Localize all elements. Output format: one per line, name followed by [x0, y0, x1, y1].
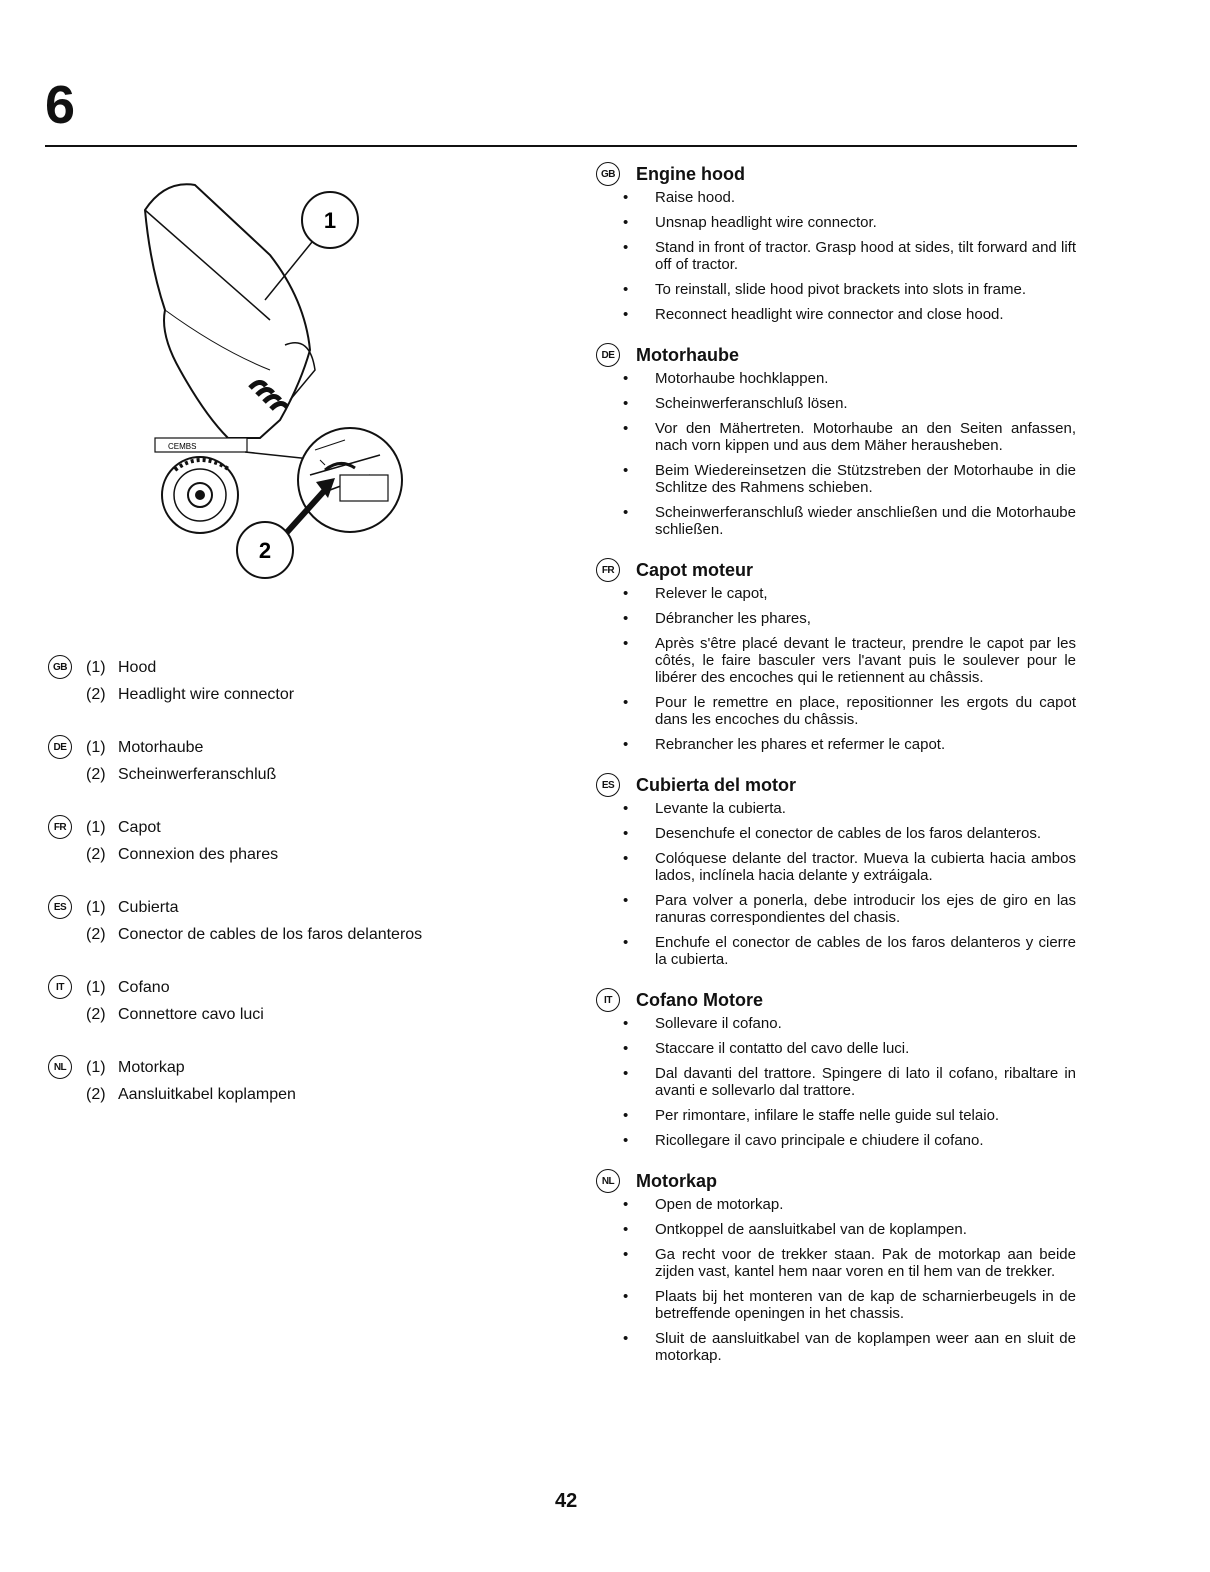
- legend-group-gb: GB (1) Hood (2) Headlight wire connector: [48, 654, 488, 708]
- header-rule: [45, 145, 1077, 147]
- section-title: Motorkap: [636, 1170, 717, 1191]
- list-item: • Per rimontare, infilare le staffe nelle guide sul telaio.: [596, 1107, 1076, 1124]
- hood-illustration: [120, 170, 420, 590]
- es-language-icon: ES: [596, 773, 620, 797]
- nl-language-icon: NL: [48, 1055, 72, 1079]
- list-item: • Unsnap headlight wire connector.: [596, 214, 1076, 231]
- list-item: • Débrancher les phares,: [596, 610, 1076, 627]
- fr-language-icon: FR: [48, 815, 72, 839]
- legend-text: Connettore cavo luci: [118, 1006, 264, 1023]
- section-title: Engine hood: [636, 163, 745, 184]
- section-fr: [596, 558, 1076, 753]
- section-title: Motorhaube: [636, 344, 739, 365]
- legend-group-it: IT (1) Cofano (2) Connettore cavo luci: [48, 974, 488, 1028]
- chapter-number: 6: [45, 75, 76, 135]
- list-item: • Reconnect headlight wire connector and close hood.: [596, 306, 1076, 323]
- it-language-icon: IT: [596, 988, 620, 1012]
- it-language-icon: IT: [48, 975, 72, 999]
- parts-legend: [48, 654, 488, 1134]
- es-language-icon: ES: [48, 895, 72, 919]
- list-item: • Ricollegare il cavo principale e chiudere il cofano.: [596, 1132, 1076, 1149]
- section-it: [596, 988, 1076, 1149]
- legend-text: Scheinwerferanschluß: [118, 766, 277, 783]
- section-nl: [596, 1169, 1076, 1364]
- legend-group-nl: NL (1) Motorkap (2) Aansluitkabel koplampen: [48, 1054, 488, 1108]
- legend-text: Headlight wire connector: [118, 686, 295, 703]
- legend-text: Cofano: [118, 979, 170, 996]
- legend-text: Motorkap: [118, 1059, 185, 1076]
- section-title: Cubierta del motor: [636, 774, 797, 795]
- list-item: • Beim Wiedereinsetzen die Stützstreben der Motorhaube in die Schlitze des Rahmens schieben.: [596, 462, 1076, 496]
- list-item: • Colóquese delante del tractor. Mueva la cubierta hacia ambos lados, inclínela hacia delante y extráigala.: [596, 850, 1076, 884]
- callout-1-label: 1: [323, 208, 337, 233]
- figure-label-text: CEMBS: [168, 442, 197, 451]
- de-language-icon: DE: [596, 343, 620, 367]
- callout-2-label: 2: [258, 538, 272, 563]
- legend-text: Motorhaube: [118, 739, 204, 756]
- section-title: Capot moteur: [636, 559, 753, 580]
- de-language-icon: DE: [48, 735, 72, 759]
- nl-language-icon: NL: [596, 1169, 620, 1193]
- gb-language-icon: GB: [48, 655, 72, 679]
- list-item: • Plaats bij het monteren van de kap de scharnierbeugels in de betreffende openingen in het chassis.: [596, 1288, 1076, 1322]
- list-item: • Pour le remettre en place, repositionner les ergots du capot dans les encoches du châssis.: [596, 694, 1076, 728]
- legend-text: Connexion des phares: [118, 846, 279, 863]
- list-item: • Staccare il contatto del cavo delle luci.: [596, 1040, 1076, 1057]
- legend-text: Capot: [118, 819, 161, 836]
- legend-group-fr: FR (1) Capot (2) Connexion des phares: [48, 814, 488, 868]
- list-item: • Scheinwerferanschluß lösen.: [596, 395, 1076, 412]
- list-item: • Scheinwerferanschluß wieder anschließen und die Motorhaube schließen.: [596, 504, 1076, 538]
- list-item: • Open de motorkap.: [596, 1196, 1076, 1213]
- list-item: • Dal davanti del trattore. Spingere di lato il cofano, ribaltare in avanti e sollevarlo dal trattore.: [596, 1065, 1076, 1099]
- section-gb: [596, 162, 1076, 323]
- legend-text: Cubierta: [118, 899, 179, 916]
- legend-text: Hood: [118, 659, 157, 676]
- gb-language-icon: GB: [596, 162, 620, 186]
- list-item: • Desenchufe el conector de cables de los faros delanteros.: [596, 825, 1076, 842]
- hood-body: [145, 184, 310, 438]
- legend-text: Aansluitkabel koplampen: [118, 1086, 296, 1103]
- section-es: [596, 773, 1076, 968]
- list-item: • Sollevare il cofano.: [596, 1015, 1076, 1032]
- list-item: • Ga recht voor de trekker staan. Pak de motorkap aan beide zijden vast, kantel hem naar voren en til hem van de trekker.: [596, 1246, 1076, 1280]
- legend-text: Conector de cables de los faros delanteros: [118, 926, 423, 943]
- list-item: • Levante la cubierta.: [596, 800, 1076, 817]
- list-item: • Après s'être placé devant le tracteur, prendre le capot par les côtés, le faire basculer vers l'avant puis le soulever pour le libérer des encoches qui le retiennent au châssis.: [596, 635, 1076, 686]
- list-item: • Ontkoppel de aansluitkabel van de koplampen.: [596, 1221, 1076, 1238]
- list-item: • Para volver a ponerla, debe introducir los ejes de giro en las ranuras correspondientes del chasis.: [596, 892, 1076, 926]
- legend-group-es: ES (1) Cubierta (2) Conector de cables de los faros delanteros: [48, 894, 488, 948]
- fr-language-icon: FR: [596, 558, 620, 582]
- list-item: • Rebrancher les phares et refermer le capot.: [596, 736, 1076, 753]
- list-item: • Raise hood.: [596, 189, 1076, 206]
- list-item: • Stand in front of tractor. Grasp hood at sides, tilt forward and lift off of tractor.: [596, 239, 1076, 273]
- instructions-column: [596, 162, 1076, 1384]
- section-de: [596, 343, 1076, 538]
- page-number: 42: [555, 1490, 578, 1512]
- section-title: Cofano Motore: [636, 989, 763, 1010]
- list-item: • Motorhaube hochklappen.: [596, 370, 1076, 387]
- list-item: • Enchufe el conector de cables de los faros delanteros y cierre la cubierta.: [596, 934, 1076, 968]
- list-item: • Vor den Mähertreten. Motorhaube an den Seiten anfassen, nach vorn kippen und aus dem Mäher herausheben.: [596, 420, 1076, 454]
- wheel-icon: [162, 457, 238, 533]
- list-item: • To reinstall, slide hood pivot brackets into slots in frame.: [596, 281, 1076, 298]
- list-item: • Relever le capot,: [596, 585, 1076, 602]
- legend-group-de: DE (1) Motorhaube (2) Scheinwerferanschluß: [48, 734, 488, 788]
- list-item: • Sluit de aansluitkabel van de koplampen weer aan en sluit de motorkap.: [596, 1330, 1076, 1364]
